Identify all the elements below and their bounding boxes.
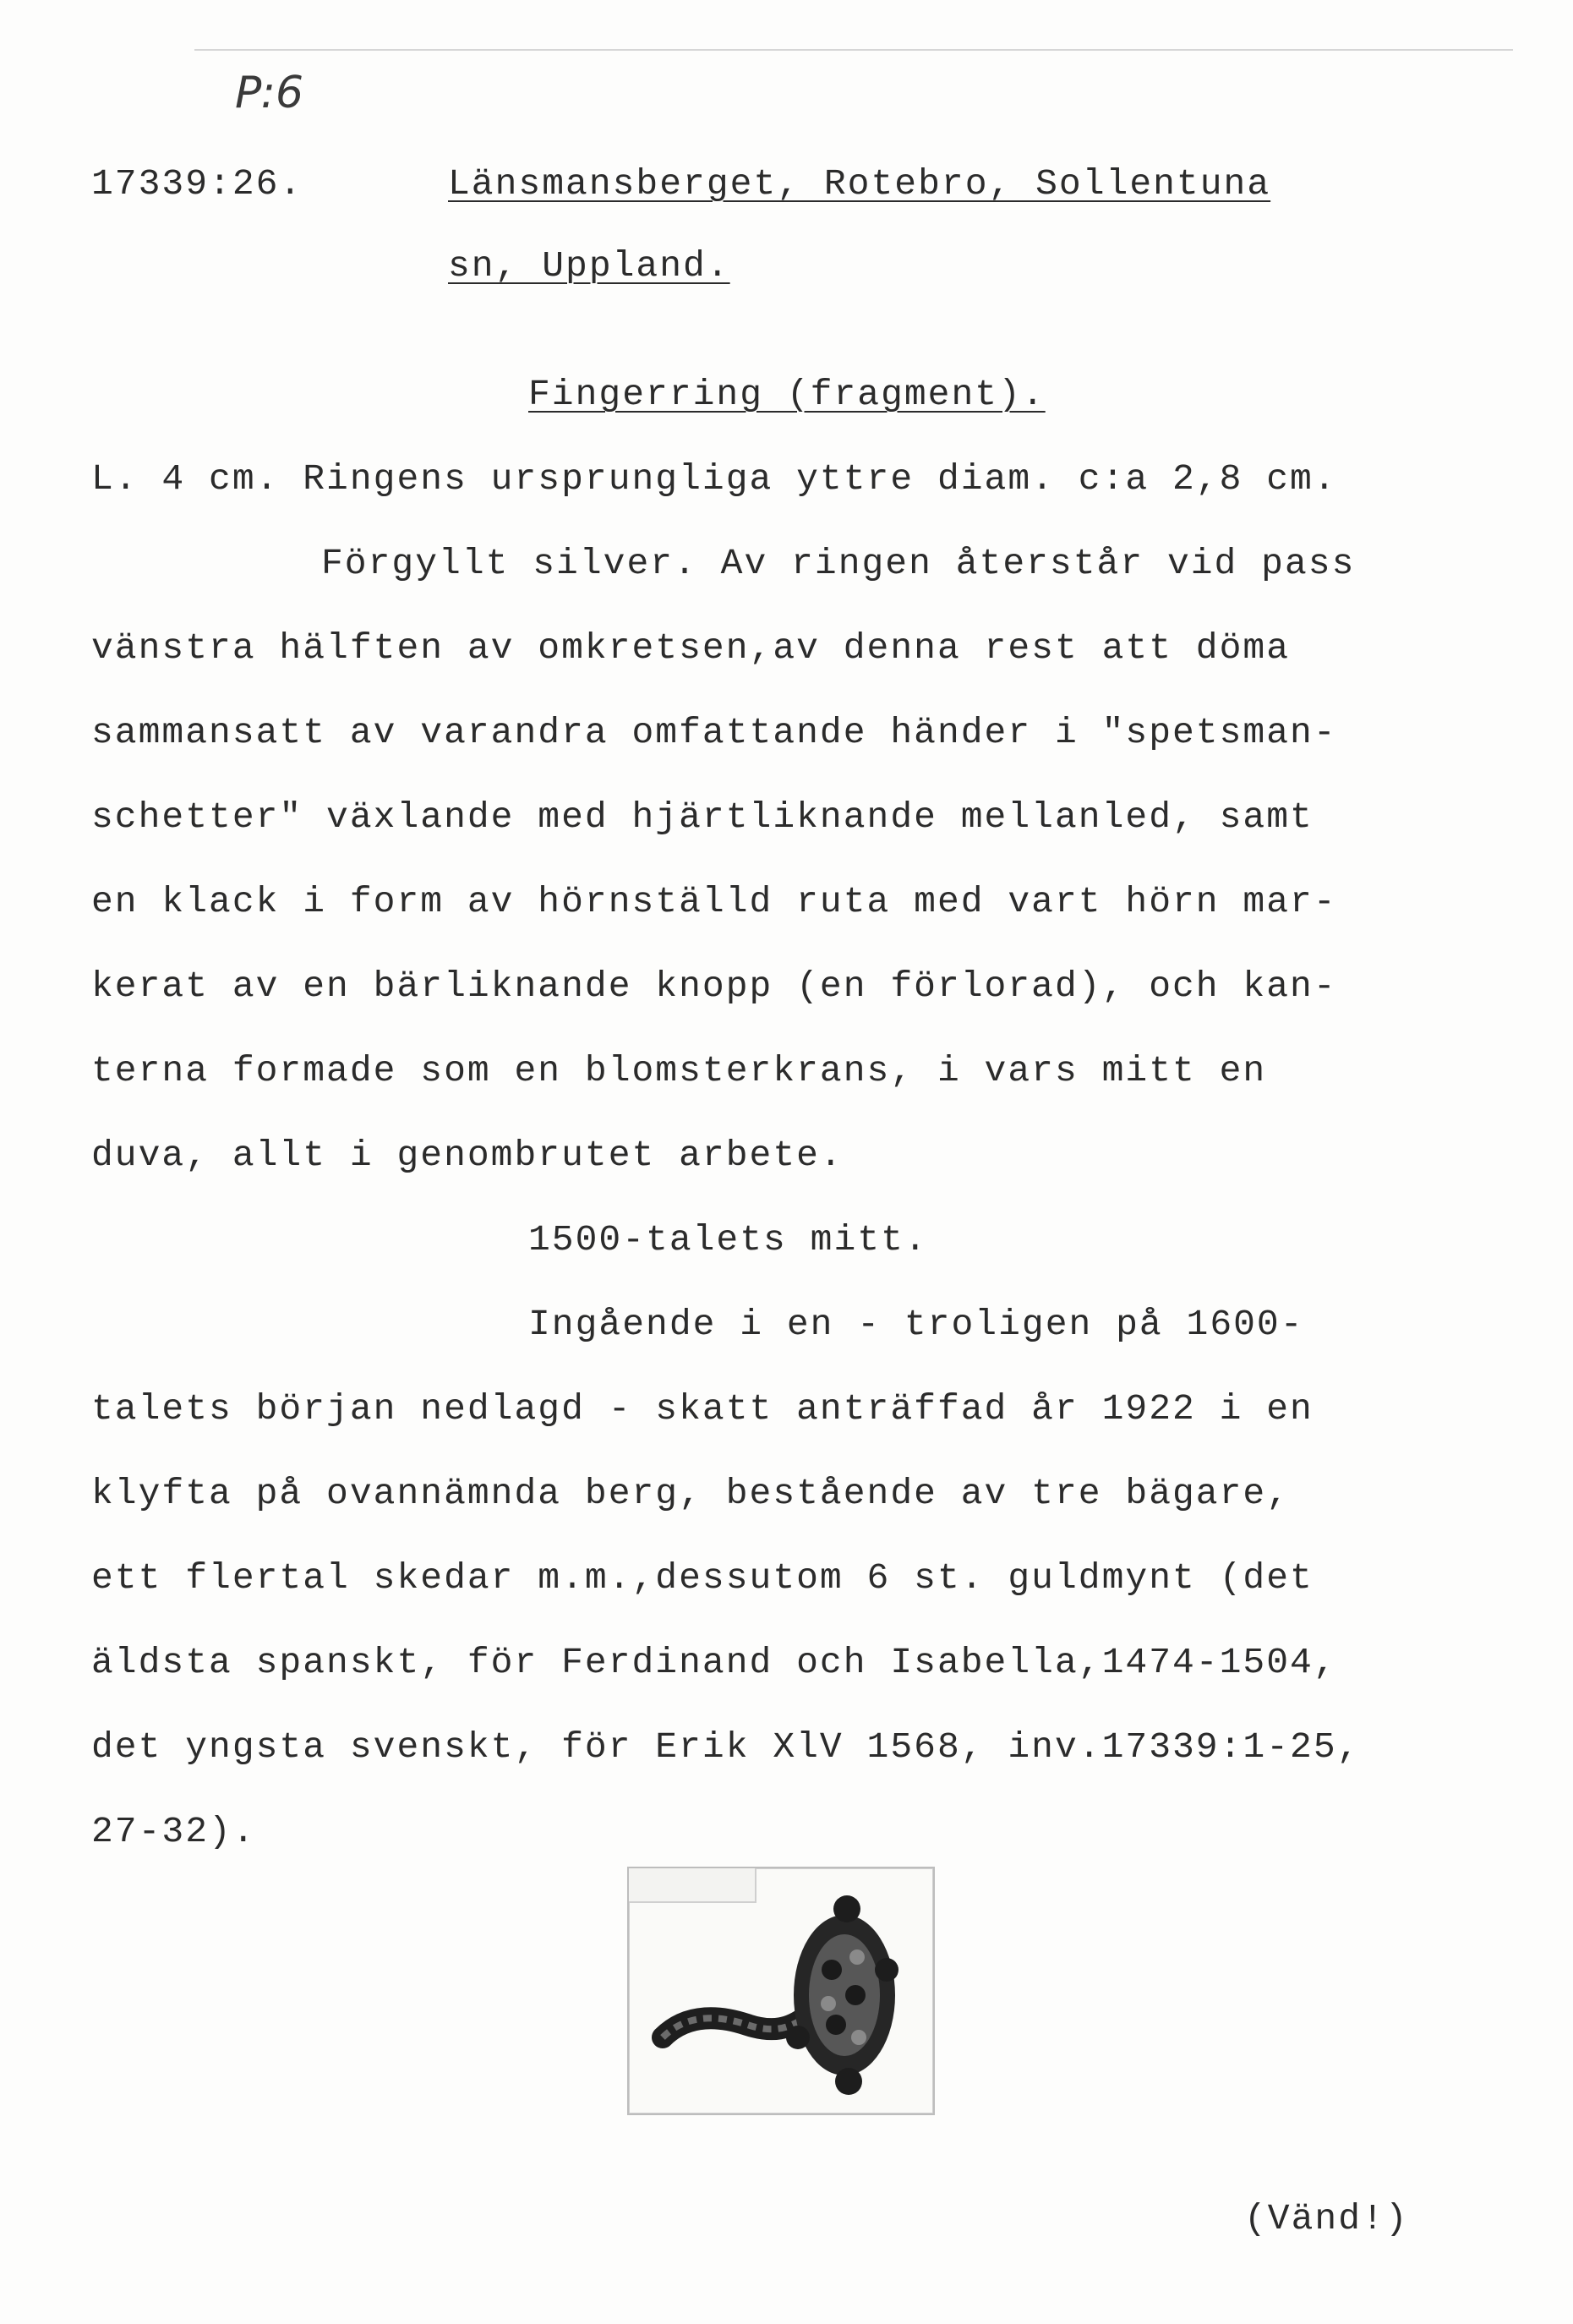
context-line: klyfta på ovannämnda berg, bestående av tre bägare, xyxy=(91,1473,1291,1514)
object-title-text: Fingerring (fragment). xyxy=(528,374,1046,415)
description-line: Förgyllt silver. Av ringen återstår vid pass xyxy=(321,543,1356,584)
ring-fragment-image xyxy=(629,1868,933,2113)
ring-photo xyxy=(627,1867,935,2115)
location-line-1: Länsmansberget, Rotebro, Sollentuna xyxy=(448,163,1271,205)
description-line: terna formade som en blomsterkrans, i vars mitt en xyxy=(91,1050,1267,1091)
context-line: det yngsta svenskt, för Erik XlV 1568, inv.17339:1-25, xyxy=(91,1726,1361,1768)
context-line: Ingående i en - troligen på 1600- xyxy=(528,1304,1304,1345)
top-rule xyxy=(194,49,1513,51)
description-line: sammansatt av varandra omfattande händer i "spetsman- xyxy=(91,712,1337,753)
context-line: ett flertal skedar m.m.,dessutom 6 st. guldmynt (det xyxy=(91,1557,1314,1599)
context-line: talets början nedlagd - skatt anträffad år 1922 i en xyxy=(91,1388,1314,1430)
object-title xyxy=(528,374,1046,416)
description-line: duva, allt i genombrutet arbete. xyxy=(91,1135,844,1176)
description-line: vänstra hälften av omkretsen,av denna rest att döma xyxy=(91,627,1291,669)
context-line: 27-32). xyxy=(91,1811,256,1852)
location-line-2: sn, Uppland. xyxy=(448,245,730,287)
handwritten-note: P:6 xyxy=(235,68,304,118)
description-line: L. 4 cm. Ringens ursprungliga yttre diam. c:a 2,8 cm. xyxy=(91,458,1337,500)
context-line: äldsta spanskt, för Ferdinand och Isabella,1474-1504, xyxy=(91,1642,1337,1683)
description-line: schetter" växlande med hjärtliknande mellanled, samt xyxy=(91,796,1314,838)
turn-over-note: (Vänd!) xyxy=(1244,2198,1409,2239)
description-line: en klack i form av hörnställd ruta med vart hörn mar- xyxy=(91,881,1337,922)
inventory-number: 17339:26. xyxy=(91,163,303,205)
description-line: kerat av en bärliknande knopp (en förlorad), och kan- xyxy=(91,965,1337,1007)
dating: 1500-talets mitt. xyxy=(528,1219,928,1260)
